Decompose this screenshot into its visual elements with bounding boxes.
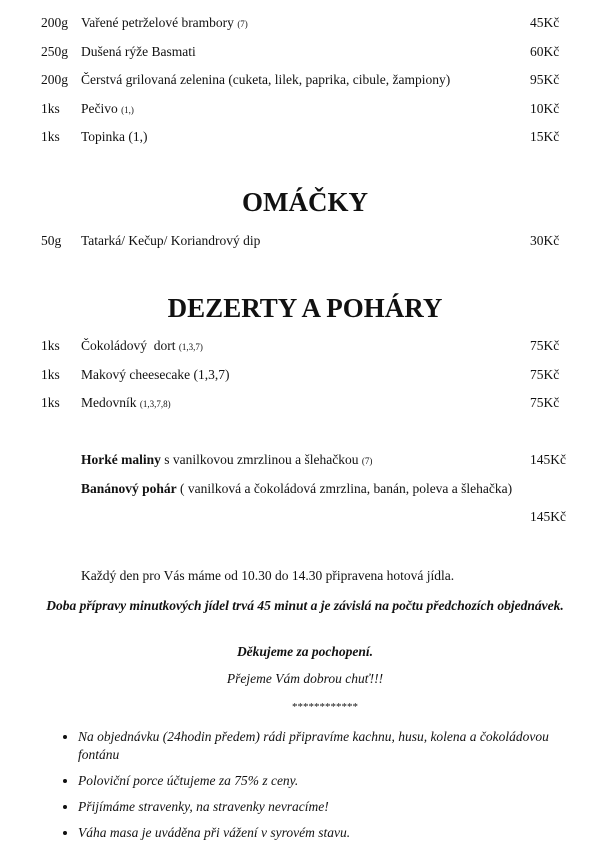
daily-meals-info: Každý den pro Vás máme od 10.30 do 14.30 připravena hotová jídla.: [81, 568, 455, 583]
note-item: • Poloviční porce účtujeme za 75% z ceny.: [78, 772, 558, 790]
item-quantity: 1ks: [41, 367, 60, 382]
item-price: 95Kč: [530, 72, 560, 87]
note-item: • Váha masa je uváděna při vážení v syrovém stavu.: [78, 824, 558, 842]
item-quantity: 250g: [41, 44, 68, 59]
item-price: 145Kč: [530, 509, 566, 524]
item-quantity: 200g: [41, 15, 68, 30]
item-allergens: (1,): [121, 105, 134, 115]
menu-item: [0, 393, 610, 413]
menu-item: [0, 365, 610, 385]
cup-name: Horké maliny s vanilkovou zmrzlinou a šlehačkou (7): [81, 452, 373, 467]
item-quantity: 50g: [41, 233, 62, 248]
cup-name: Banánový pohár ( vanilková a čokoládová zmrzlina, banán, poleva a šlehačka): [81, 481, 513, 496]
item-price: 15Kč: [530, 129, 560, 144]
cup-item: [0, 450, 610, 470]
item-name: Pečivo (1,): [81, 101, 134, 116]
note-item: • Přijímáme stravenky, na stravenky nevracíme!: [78, 798, 558, 816]
item-name: Medovník (1,3,7,8): [81, 395, 171, 410]
item-name: Tatarká/ Kečup/ Koriandrový dip: [81, 233, 261, 248]
item-name: Čerstvá grilovaná zelenina (cuketa, lilek, paprika, cibule, žampiony): [81, 72, 451, 87]
item-price: 75Kč: [530, 395, 560, 410]
item-price: 30Kč: [530, 233, 560, 248]
item-name: Makový cheesecake (1,3,7): [81, 367, 230, 382]
item-name: Vařené petrželové brambory (7): [81, 15, 248, 30]
menu-item: [0, 99, 610, 119]
item-quantity: 1ks: [41, 338, 60, 353]
item-allergens: (1,3,7): [178, 342, 203, 352]
cup-item: [0, 479, 610, 499]
item-price: 145Kč: [530, 452, 566, 467]
item-allergens: (1,3,7,8): [139, 399, 171, 409]
wish-text: Přejeme Vám dobrou chuť!!!: [226, 671, 384, 686]
menu-item: [0, 42, 610, 62]
item-price: 45Kč: [530, 15, 560, 30]
thanks-text: Děkujeme za pochopení.: [236, 644, 374, 659]
notes-list: [40, 728, 558, 850]
item-price: 75Kč: [530, 338, 560, 353]
item-allergens: (7): [237, 19, 248, 29]
separator: ************: [292, 701, 358, 713]
section-title-sauces: OMÁČKY: [242, 187, 368, 217]
item-quantity: 1ks: [41, 395, 60, 410]
note-item: • Na objednávku (24hodin předem) rádi připravíme kachnu, husu, kolena a čokoládovou fontánu: [78, 728, 558, 764]
section-title-desserts: DEZERTY A POHÁRY: [167, 293, 443, 323]
menu-item: [0, 336, 610, 356]
item-name: Čokoládový dort (1,3,7): [81, 338, 203, 353]
item-price: 10Kč: [530, 101, 560, 116]
menu-item: [0, 13, 610, 33]
item-quantity: 1ks: [41, 101, 60, 116]
prep-notice: Doba přípravy minutkových jídel trvá 45 minut a je závislá na počtu předchozích objednávek.: [46, 598, 564, 613]
item-allergens: (7): [361, 456, 373, 466]
item-price: 60Kč: [530, 44, 560, 59]
menu-item: [0, 127, 610, 147]
item-name: Topinka (1,): [81, 129, 148, 144]
cup-item-price-row: [0, 507, 610, 527]
item-quantity: 1ks: [41, 129, 60, 144]
menu-item: [0, 70, 610, 90]
item-name: Dušená rýže Basmati: [81, 44, 196, 59]
item-quantity: 200g: [41, 72, 68, 87]
item-price: 75Kč: [530, 367, 560, 382]
menu-item: [0, 231, 610, 251]
